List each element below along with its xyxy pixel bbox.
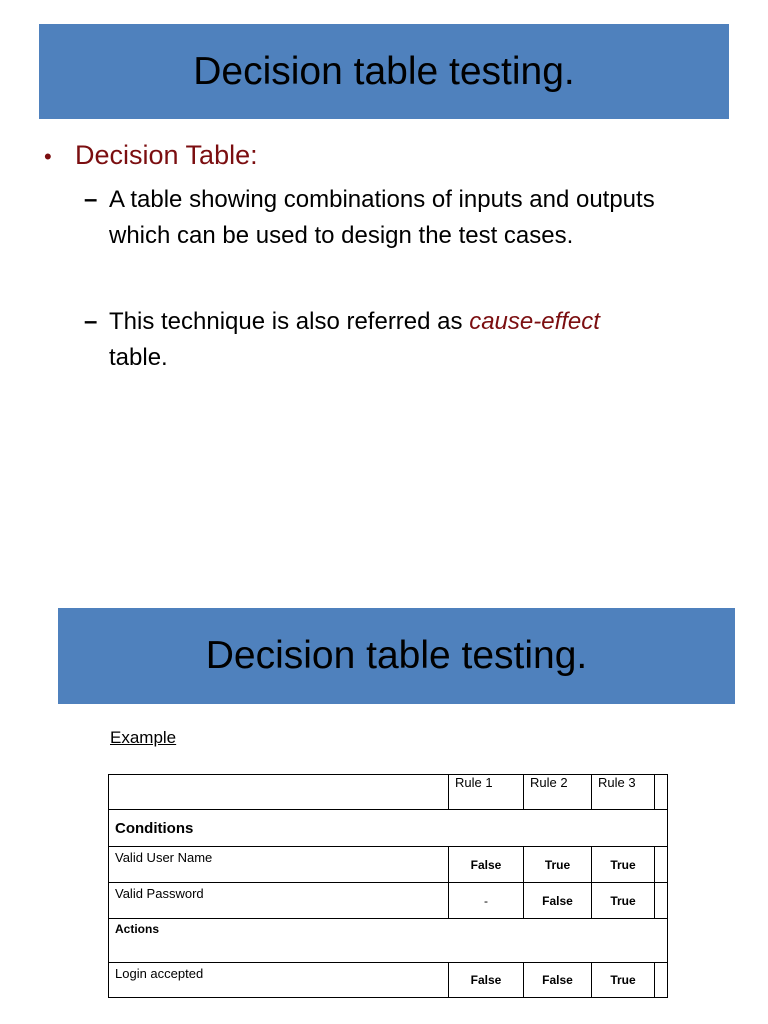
table-cell: - xyxy=(449,883,524,919)
dash-icon: – xyxy=(84,186,98,213)
row-label: Login accepted xyxy=(109,963,449,998)
rule-3-header: Rule 3 xyxy=(592,775,655,810)
table-row xyxy=(109,847,668,883)
extra-cell xyxy=(655,883,668,919)
cause-effect-emphasis: cause-effect xyxy=(469,308,600,335)
conditions-label: Conditions xyxy=(109,810,668,847)
sub-bullet-definition xyxy=(84,182,724,254)
slide2-title-banner xyxy=(58,608,735,704)
table-cell: True xyxy=(592,883,655,919)
dash-icon: – xyxy=(84,308,98,335)
cause-effect-suffix: table. xyxy=(109,344,168,371)
slide1-title: Decision table testing. xyxy=(193,49,575,93)
extra-cell xyxy=(655,963,668,998)
table-header-row xyxy=(109,775,668,810)
bullet-decision-table xyxy=(44,140,724,171)
slide2-title: Decision table testing. xyxy=(205,634,588,677)
sub-bullet-cause-effect-text xyxy=(109,304,669,376)
table-cell: False xyxy=(449,847,524,883)
table-row xyxy=(109,963,668,998)
actions-label: Actions xyxy=(109,919,668,963)
row-label: Valid User Name xyxy=(109,847,449,883)
table-cell: True xyxy=(592,847,655,883)
decision-table xyxy=(108,774,668,998)
sub-bullet-cause-effect xyxy=(84,304,724,376)
table-cell: True xyxy=(524,847,592,883)
extra-cell xyxy=(655,847,668,883)
header-extra-cell xyxy=(655,775,668,810)
slide1-title-banner xyxy=(39,24,729,119)
table-cell: True xyxy=(592,963,655,998)
slide1-bullets xyxy=(44,140,724,376)
row-label: Valid Password xyxy=(109,883,449,919)
rule-1-header: Rule 1 xyxy=(449,775,524,810)
table-row xyxy=(109,883,668,919)
sub-bullet-definition-text: A table showing combinations of inputs and outputs which can be used to design the test cases. xyxy=(109,186,655,249)
conditions-row xyxy=(109,810,668,847)
bullet-dot-icon: • xyxy=(44,144,52,169)
bullet-heading: Decision Table: xyxy=(75,140,258,170)
table-cell: False xyxy=(449,963,524,998)
header-empty-cell xyxy=(109,775,449,810)
table-cell: False xyxy=(524,883,592,919)
example-label: Example xyxy=(110,728,177,747)
table-cell: False xyxy=(524,963,592,998)
rule-2-header: Rule 2 xyxy=(524,775,592,810)
actions-row xyxy=(109,919,668,963)
cause-effect-prefix: This technique is also referred as xyxy=(109,308,470,335)
